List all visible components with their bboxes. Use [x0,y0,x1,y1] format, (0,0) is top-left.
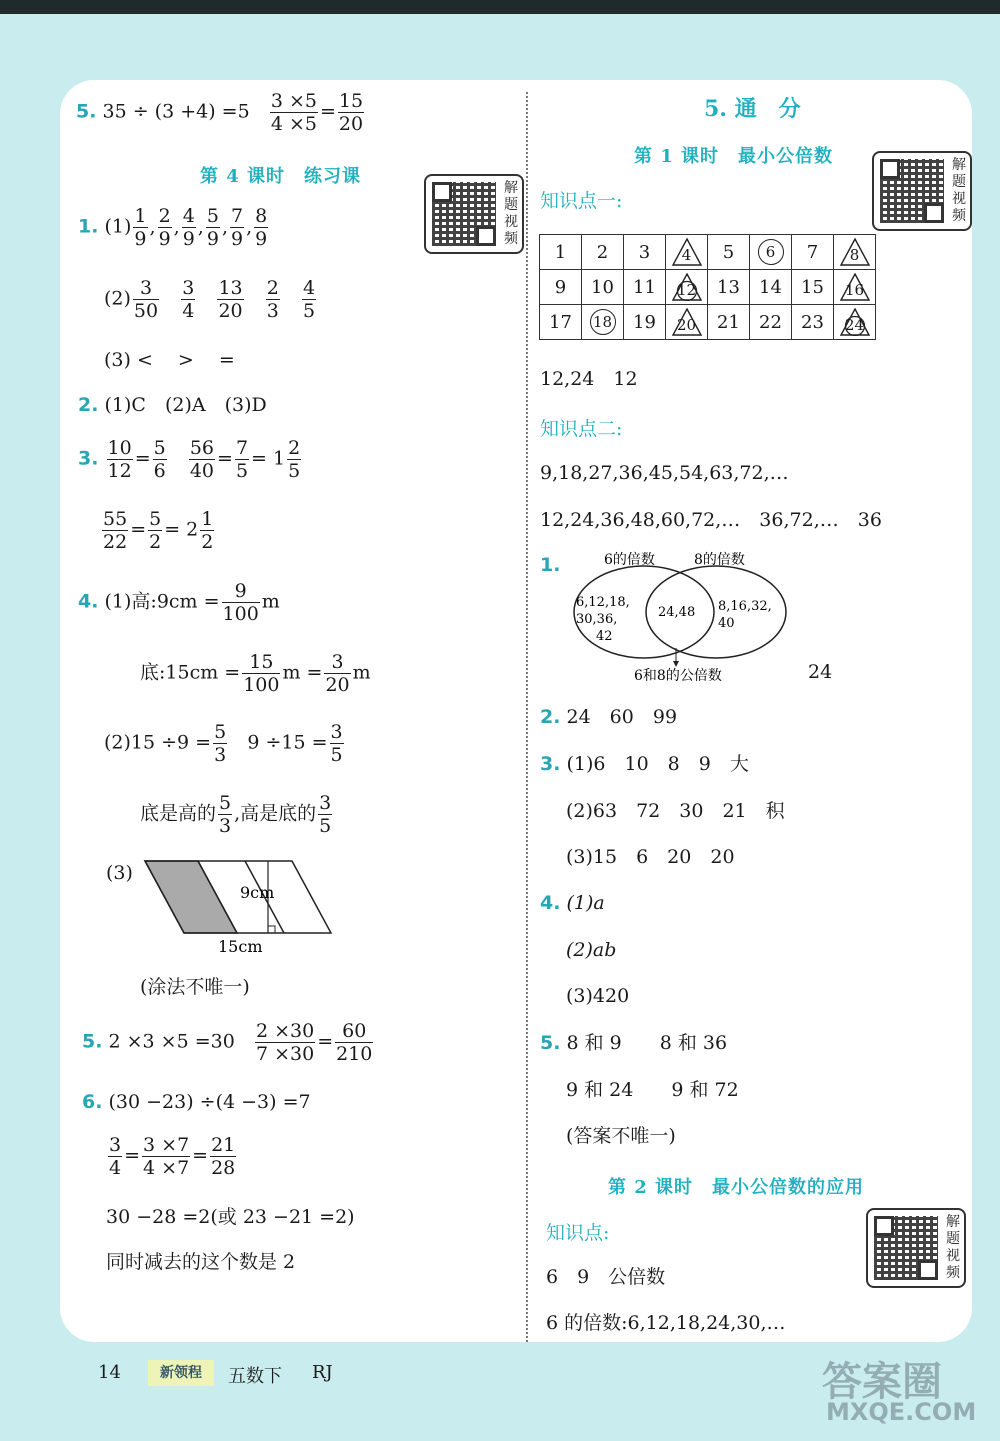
kp3-line1: 6 9 公倍数 [546,1266,666,1288]
knowledge-point-2: 知识点二: [540,418,623,440]
lesson-title-4: 第 4 课时 练习课 [200,166,362,187]
right-q3-line1: 3. (1)6 10 8 9 大 [540,753,749,775]
column-divider [526,92,528,1342]
fraction: $\frac{7}{9}$ [230,205,244,250]
left-q1-part1: 1. (1) $\frac{1}{9}$ , $\frac{2}{9}$ , $\frac{4}{9}$ , $\frac{5}{9}$ , $\frac{7}{9}$ , $\frac{8}{9}$ [78,205,270,250]
grid-cell: 17 [540,305,582,340]
fraction-list: $\frac{1}{9}$ , $\frac{2}{9}$ , $\frac{4}{9}$ , $\frac{5}{9}$ , $\frac{7}{9}$ , $\frac{8}{9}$ [134,205,268,250]
left-q4-line2: 底:15cm = $\frac{15}{100}$ m = $\frac{3}{20}$ m [140,651,371,696]
number-grid [539,234,876,340]
base-label: 15cm [218,937,263,956]
left-q5b: 5. 2 ×3 ×5 =30 $\frac{2 \times 30}{7 \times 30}$ = $\frac{60}{210}$ [82,1020,373,1065]
left-q1-part3: (3) < > = [104,349,235,371]
lesson-title-2: 第 2 课时 最小公倍数的应用 [608,1177,865,1198]
qr-label: 解题视频 [952,157,966,224]
venn-right-title: 8的倍数 [694,552,745,568]
grid-cell: 7 [792,235,834,270]
grid-cell: 1 [540,235,582,270]
fraction: $\frac{3 \times 5}{4 \times 5}$ [270,90,317,135]
knowledge-point-1: 知识点一: [540,190,623,212]
grid-cell: 9 [540,270,582,305]
left-q6-line4: 同时减去的这个数是 2 [106,1251,296,1273]
right-q5-line3: (答案不唯一) [566,1125,676,1147]
fraction: $\frac{3}{4}$ [182,277,195,322]
kp2-line2: 12,24,36,48,60,72,… 36,72,… 36 [540,509,882,531]
qr-label: 解题视频 [946,1214,960,1281]
grid-cell [666,305,708,340]
qr-code-video[interactable] [872,151,972,231]
left-q4-line4: 底是高的 $\frac{5}{3}$ ,高是底的 $\frac{3}{5}$ [140,792,332,837]
page-number: 14 [98,1362,121,1383]
left-q2: 2. (1)C (2)A (3)D [78,394,267,416]
left-q4-line3: (2)15 ÷9 = $\frac{5}{3}$ 9 ÷15 = $\frac{3}{5}$ [104,721,343,766]
venn-left-title: 6的倍数 [604,552,655,568]
left-q1-part2: (2) $\frac{3}{50}$ $\frac{3}{4}$ $\frac{13}{20}$ $\frac{2}{3}$ $\frac{4}{5}$ [104,277,318,322]
venn-middle: 24,48 [658,605,696,620]
venn-left-1: 6,12,18, [576,595,630,610]
fraction: $\frac{4}{5}$ [302,277,316,322]
brand-logo: 新领程 [148,1360,214,1386]
left-q5: 5. 35 ÷ (3 +4) =5 $\frac{3 \times 5}{4 \times 5}$ = $\frac{15}{20}$ [76,90,364,135]
triangle-mark-icon: 4 [672,238,702,266]
grid-cell: 10 [582,270,624,305]
grid-row [540,235,876,270]
fraction: $\frac{4}{9}$ [182,205,195,250]
triangle-mark-icon: 16 [840,273,870,301]
qr-code-video[interactable] [866,1208,966,1288]
grid-cell: 14 [750,270,792,305]
circle-mark-icon: 18 [590,309,616,335]
qr-label: 解题视频 [504,180,518,247]
parallelogram-figure [140,856,340,956]
triangle-mark-icon: 24 [840,308,870,336]
grid-cell [834,305,876,340]
top-dark-band [0,0,1000,14]
grid-cell: 21 [708,305,750,340]
fraction: $\frac{2}{9}$ [158,205,171,250]
circle-mark-icon: 6 [758,239,784,265]
grid-cell: 19 [624,305,666,340]
venn-bottom: 6和8的公倍数 [634,668,722,684]
right-q3-line3: (3)15 6 20 20 [566,846,735,868]
knowledge-point-3: 知识点: [546,1222,610,1244]
triangle-mark-icon: 8 [840,238,870,266]
watermark-site: MXQE.COM [826,1398,977,1426]
fraction: $\frac{15}{20}$ [338,90,364,135]
right-q1-num: 1. [540,554,561,576]
kp3-line2: 6 的倍数:6,12,18,24,30,… [546,1312,786,1334]
right-q5-line1: 5. 8 和 9 8 和 36 [540,1032,728,1054]
triangle-mark-icon: 20 [672,308,702,336]
fraction: $\frac{1}{9}$ [134,205,147,250]
right-q4-line3: (3)420 [566,985,630,1007]
book-name: 五数下 [228,1366,282,1387]
fraction: $\frac{3}{50}$ [133,277,159,322]
grid-cell: 22 [750,305,792,340]
grid-cell: 5 [708,235,750,270]
right-q3-line2: (2)63 72 30 21 积 [566,800,785,822]
kp1-answer: 12,24 12 [540,368,638,390]
grid-cell [834,235,876,270]
venn-left-2: 30,36, [576,612,618,627]
fraction: $\frac{13}{20}$ [218,277,243,322]
triangle-mark-icon: 12 [672,273,702,301]
watermark-logo: 答案圈 [822,1359,942,1405]
edition: RJ [312,1362,333,1383]
left-q4-part3-label: (3) [106,862,133,884]
left-q4-note: (涂法不唯一) [140,976,250,998]
right-q2: 2. 24 60 99 [540,706,678,728]
left-q6-line2: $\frac{3}{4}$ = $\frac{3 \times 7}{4 \times 7}$ = $\frac{21}{28}$ [109,1134,236,1179]
left-q3-line1: 3. $\frac{10}{12}$ = $\frac{5}{6}$ $\frac{56}{40}$ = $\frac{7}{5}$ = 1 $\frac{2}{5}$ [78,437,301,482]
right-q4-line2: (2)ab [566,939,617,961]
qr-code-icon [874,1216,938,1280]
kp2-line1: 9,18,27,36,45,54,63,72,… [540,462,789,484]
grid-cell [666,270,708,305]
grid-cell: 2 [582,235,624,270]
chapter-title: 5. 通 分 [704,96,801,122]
grid-cell [666,235,708,270]
grid-row [540,305,876,340]
venn-right-1: 8,16,32, [718,599,772,614]
grid-cell [750,235,792,270]
venn-right-2: 40 [718,616,735,631]
fraction: $\frac{5}{9}$ [206,205,219,250]
qr-code-video[interactable] [424,174,524,254]
venn-left-3: 42 [596,629,613,644]
fraction: $\frac{8}{9}$ [255,205,268,250]
grid-cell: 23 [792,305,834,340]
qr-code-icon [880,159,944,223]
grid-cell: 11 [624,270,666,305]
height-label: 9cm [240,883,275,902]
fraction: $\frac{2}{3}$ [266,277,279,322]
right-q4-line1: 4. (1)a [540,892,605,914]
left-q6-line1: 6. (30 −23) ÷(4 −3) =7 [82,1091,311,1113]
grid-cell: 3 [624,235,666,270]
left-q4-line1: 4. (1)高:9cm = $\frac{9}{100}$ m [78,580,280,625]
lesson-title-1: 第 1 课时 最小公倍数 [634,146,834,167]
venn-diagram [564,548,794,684]
grid-row [540,270,876,305]
grid-cell [582,305,624,340]
grid-cell: 13 [708,270,750,305]
right-q5-line2: 9 和 24 9 和 72 [566,1079,739,1101]
right-q1-answer: 24 [808,661,833,683]
left-q6-line3: 30 −28 =2(或 23 −21 =2) [106,1206,355,1228]
grid-cell [834,270,876,305]
left-q3-line2: $\frac{55}{22}$ = $\frac{5}{2}$ = 2 $\frac{1}{2}$ [103,508,214,553]
qr-code-icon [432,182,496,246]
grid-cell: 15 [792,270,834,305]
